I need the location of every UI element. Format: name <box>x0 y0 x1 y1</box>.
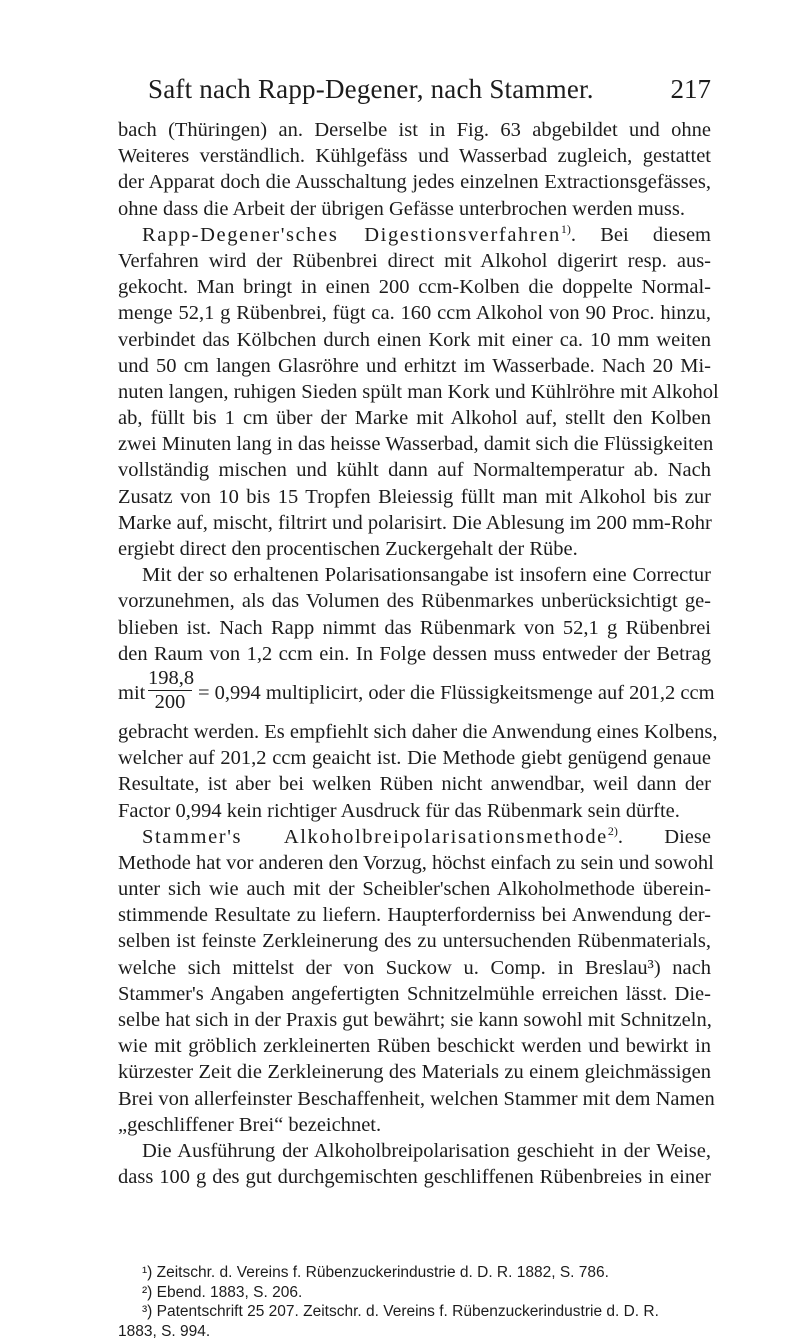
footnote-continuation: 1883, S. 994. <box>118 1322 211 1340</box>
text-line: selben ist feinste Zerkleinerung des zu untersuchenden Rübenmaterials, <box>118 930 711 953</box>
footnote-ref: 2) <box>607 823 618 838</box>
text-line: blieben ist. Nach Rapp nimmt das Rübenmark von 52,1 g Rübenbrei <box>118 616 711 639</box>
text-line: unter sich wie auch mit der Scheibler'schen Alkoholmethode überein- <box>118 878 711 901</box>
text-line: nuten langen, ruhigen Sieden spült man Kork und Kühlröhre mit Alkohol <box>118 380 719 403</box>
text-line: Marke auf, mischt, filtrirt und polarisirt. Die Ablesung im 200 mm-Rohr <box>118 511 712 534</box>
text-line: gekocht. Man bringt in einen 200 ccm-Kolben die doppelte Normal- <box>118 276 711 299</box>
text-line: vollständig mischen und kühlt dann auf Normaltemperatur ab. Nach <box>118 459 711 482</box>
formula-line <box>118 666 715 719</box>
footnote: ¹) Zeitschr. d. Vereins f. Rübenzuckerindustrie d. D. R. 1882, S. 786. <box>142 1264 609 1281</box>
text-line: Verfahren wird der Rübenbrei direct mit Alkohol digerirt resp. aus- <box>118 249 711 272</box>
text-line: stimmende Resultate zu liefern. Haupterforderniss bei Anwendung der- <box>118 904 711 927</box>
main-text <box>118 117 719 1190</box>
section-heading: Rapp-Degener'sches Digestionsverfahren <box>142 223 561 246</box>
text-line: der Apparat doch die Ausschaltung jedes einzelnen Extractionsgefässes, <box>118 171 711 194</box>
text-line: ohne dass die Arbeit der übrigen Gefässe unterbrochen werden muss. <box>118 197 685 220</box>
page-header <box>118 74 711 108</box>
text-line: Resultate, ist aber bei welken Rüben nicht anwendbar, weil dann der <box>118 773 711 796</box>
text-line: kürzester Zeit die Zerkleinerung des Materials zu einem gleichmässigen <box>118 1061 711 1084</box>
footnote-ref: 1) <box>560 221 571 236</box>
text-line: den Raum von 1,2 ccm ein. In Folge dessen muss entweder der Betrag <box>118 642 711 665</box>
text-line: wie mit gröblich zerkleinerten Rüben beschickt werden und bewirkt in <box>118 1035 711 1058</box>
section-heading: Stammer's Alkoholbreipolarisationsmethode <box>142 825 608 848</box>
text-line: ab, füllt bis 1 cm über der Marke mit Alkohol auf, stellt den Kolben <box>118 407 711 430</box>
text-run: . Bei diesem <box>570 223 711 246</box>
text-line: dass 100 g des gut durchgemischten geschliffenen Rübenbreies in einer <box>118 1166 711 1189</box>
text-line: Die Ausführung der Alkoholbreipolarisation geschieht in der Weise, <box>142 1139 711 1162</box>
running-title: Saft nach Rapp-Degener, nach Stammer. <box>148 74 594 104</box>
text-line: bach (Thüringen) an. Derselbe ist in Fig. 63 abgebildet und ohne <box>118 119 711 141</box>
text-line: zwei Minuten lang in das heisse Wasserbad, damit sich die Flüssigkeiten <box>118 433 714 456</box>
fraction-numerator: 198,8 <box>148 666 195 689</box>
formula-rest: = 0,994 multiplicirt, oder die Flüssigkeitsmenge auf 201,2 ccm <box>198 681 715 704</box>
text-line: „geschliffener Brei“ bezeichnet. <box>118 1113 382 1136</box>
text-run: . Diese <box>617 825 711 848</box>
page-number: 217 <box>670 74 711 104</box>
section-heading-line <box>118 824 711 850</box>
footnote: ³) Patentschrift 25 207. Zeitschr. d. Vereins f. Rübenzuckerindustrie d. D. R. <box>142 1303 659 1321</box>
text-line: Brei von allerfeinster Beschaffenheit, welchen Stammer mit dem Namen <box>118 1087 715 1110</box>
text-line: verbindet das Kölbchen durch einen Kork mit einer ca. 10 mm weiten <box>118 328 711 351</box>
text-line: vorzunehmen, als das Volumen des Rübenmarkes unberücksichtigt ge- <box>118 590 711 613</box>
footnotes <box>118 1263 711 1341</box>
footnote: ²) Ebend. 1883, S. 206. <box>142 1283 303 1301</box>
text-line: welche sich mittelst der von Suckow u. Comp. in Breslau³) nach <box>118 956 711 979</box>
text-line: Stammer's Angaben angefertigten Schnitzelmühle erreichen lässt. Die- <box>118 982 711 1005</box>
text-line: Methode hat vor anderen den Vorzug, höchst einfach zu sein und sowohl <box>118 851 714 874</box>
text-line: selbe hat sich in der Praxis gut bewährt; sie kann sowohl mit Schnitzeln, <box>118 1009 712 1031</box>
formula-prefix: mit <box>118 681 146 704</box>
text-line: gebracht werden. Es empfiehlt sich daher die Anwendung eines Kolbens, <box>118 720 718 743</box>
fraction <box>148 666 195 713</box>
section-heading-line <box>118 222 711 248</box>
text-line: ergiebt direct den procentischen Zuckergehalt der Rübe. <box>118 538 578 560</box>
text-line: Mit der so erhaltenen Polarisationsangabe ist insofern eine Correctur <box>142 564 711 587</box>
fraction-denominator: 200 <box>154 690 186 713</box>
text-line: Factor 0,994 kein richtiger Ausdruck für das Rübenmark sein dürfte. <box>118 799 680 822</box>
text-line: welcher auf 201,2 ccm geaicht ist. Die Methode giebt genügend genaue <box>118 747 711 770</box>
text-line: Weiteres verständlich. Kühlgefäss und Wasserbad zugleich, gestattet <box>118 145 711 168</box>
text-line: und 50 cm langen Glasröhre und erhitzt im Wasserbade. Nach 20 Mi- <box>118 354 711 377</box>
text-line: Zusatz von 10 bis 15 Tropfen Bleiessig füllt man mit Alkohol bis zur <box>118 485 711 508</box>
text-line: menge 52,1 g Rübenbrei, fügt ca. 160 ccm Alkohol von 90 Proc. hinzu, <box>118 302 711 325</box>
